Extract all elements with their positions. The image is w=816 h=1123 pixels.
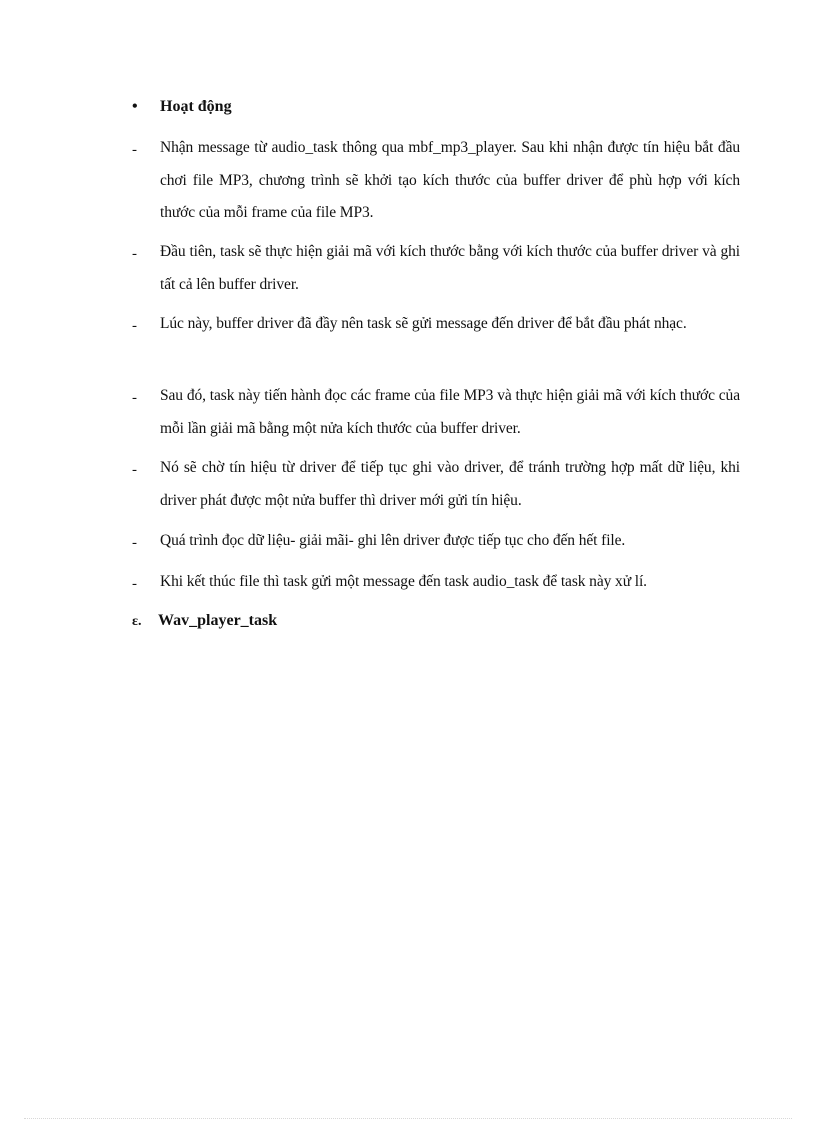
dash-marker: - <box>132 318 137 334</box>
list-item-text: Sau đó, task này tiến hành đọc các frame của file MP3 và thực hiện giải mã với kích thước của mỗi lần giải mã bằng một nửa kích thước của buffer driver. <box>160 387 740 437</box>
list-item-text: Quá trình đọc dữ liệu- giải mãi- ghi lên driver được tiếp tục cho đến hết file. <box>160 532 626 549</box>
list-item <box>132 236 740 301</box>
dash-marker: - <box>132 142 137 158</box>
list-item-text: Lúc này, buffer driver đã đầy nên task sẽ gửi message đến driver để bắt đầu phát nhạc. <box>160 315 687 332</box>
dash-marker: - <box>132 462 137 478</box>
subsection-heading-text: Wav_player_task <box>158 612 278 629</box>
list-item <box>132 525 740 560</box>
section-heading-text: Hoạt động <box>160 98 232 115</box>
subsection-marker: ε. <box>132 614 142 629</box>
section-heading <box>132 98 232 116</box>
dash-marker: - <box>132 390 137 406</box>
page-bottom-divider <box>24 1118 792 1119</box>
dash-marker: - <box>132 246 137 262</box>
list-item <box>132 452 740 517</box>
list-item-text: Nó sẽ chờ tín hiệu từ driver để tiếp tục ghi vào driver, để tránh trường hợp mất dữ liệu, khi driver phát được một nửa buffer thì driver mới gửi tín hiệu. <box>160 459 740 509</box>
subsection-heading <box>132 612 277 630</box>
list-item-text: Nhận message từ audio_task thông qua mbf_mp3_player. Sau khi nhận được tín hiệu bắt đầu chơi file MP3, chương trình sẽ khởi tạo kích thước của buffer driver để phù hợp với kích thước của mỗi frame của file MP3. <box>160 139 740 221</box>
list-item <box>132 308 740 343</box>
list-item <box>132 380 740 445</box>
dash-marker: - <box>132 576 137 592</box>
bullet-icon: • <box>132 98 138 115</box>
list-item-text: Đầu tiên, task sẽ thực hiện giải mã với kích thước bằng với kích thước của buffer driver và ghi tất cả lên buffer driver. <box>160 243 740 293</box>
dash-marker: - <box>132 535 137 551</box>
list-item <box>132 566 740 601</box>
list-item <box>132 132 740 230</box>
list-item-text: Khi kết thúc file thì task gửi một message đến task audio_task để task này xử lí. <box>160 573 647 590</box>
